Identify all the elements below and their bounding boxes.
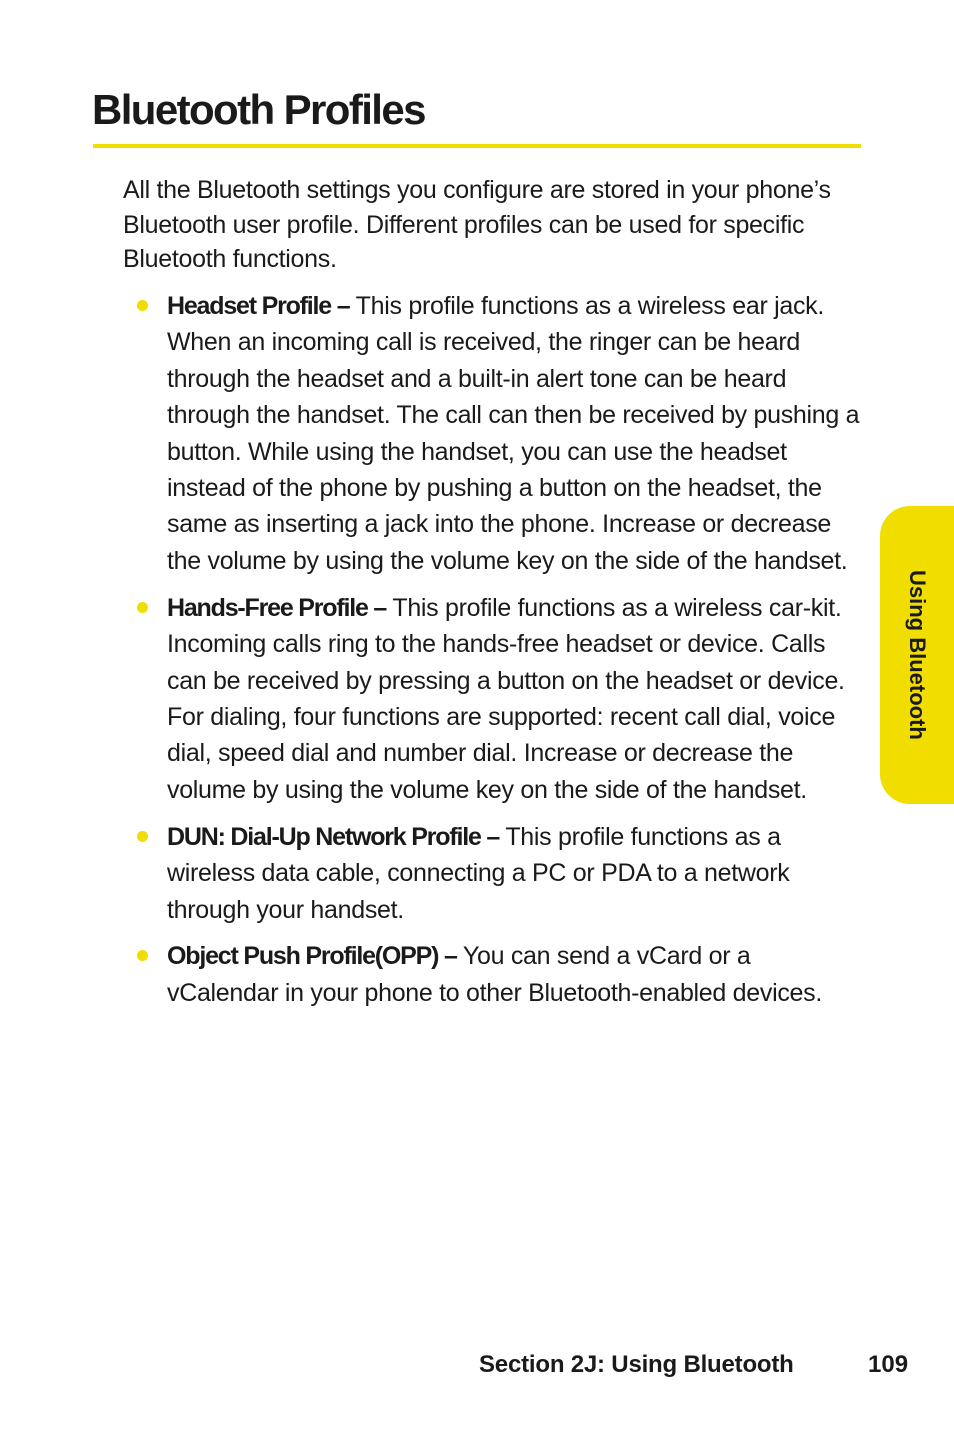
profile-term: Object Push Profile(OPP) – [167, 942, 457, 971]
profile-term: Hands-Free Profile – [167, 593, 387, 622]
footer-page-number: 109 [868, 1351, 909, 1378]
profile-description: This profile functions as a wireless ear jack. When an incoming call is received, the ringer can be heard through the headset and a built-in alert tone can be heard through the handset. The call can then be received by pushing a button. While using the handset, you can use the headset instead of the phone by pushing a button on the headset, the same as inserting a jack into the phone. Increase or decrease the volume by using the volume key on the side of the handset. [167, 292, 860, 575]
bullet-icon [137, 300, 148, 311]
bullet-icon [137, 831, 148, 842]
footer-section-label: Section 2J: Using Bluetooth [479, 1351, 794, 1378]
bullet-icon [137, 602, 148, 613]
side-tab-label: Using Bluetooth [905, 570, 930, 740]
intro-paragraph: All the Bluetooth settings you configure are stored in your phone’s Bluetooth user profile. Different profiles can be used for specific Bluetooth functions. [123, 176, 831, 273]
section-side-tab [880, 506, 954, 804]
list-item-object-push-profile [123, 938, 863, 1011]
title-rule [93, 144, 861, 148]
profile-description: You can send a vCard or a vCalendar in your phone to other Bluetooth-enabled devices. [167, 942, 822, 1007]
profile-list [123, 288, 863, 1022]
bullet-icon [137, 950, 148, 961]
page-title: Bluetooth Profiles [92, 86, 425, 133]
list-item-hands-free-profile [123, 590, 863, 808]
profile-term: DUN: Dial-Up Network Profile – [167, 822, 500, 851]
list-item-headset-profile [123, 288, 863, 579]
profile-description: This profile functions as a wireless data cable, connecting a PC or PDA to a network through your handset. [167, 822, 790, 924]
profile-term: Headset Profile – [167, 292, 350, 320]
list-item-dun-profile [123, 819, 863, 928]
profile-description: This profile functions as a wireless car-kit. Incoming calls ring to the hands-free headset or device. Calls can be received by pressing a button on the headset or device. For dialing, four functions are supported: recent call dial, voice dial, speed dial and number dial. Increase or decrease the volume by using the volume key on the side of the handset. [167, 593, 845, 804]
